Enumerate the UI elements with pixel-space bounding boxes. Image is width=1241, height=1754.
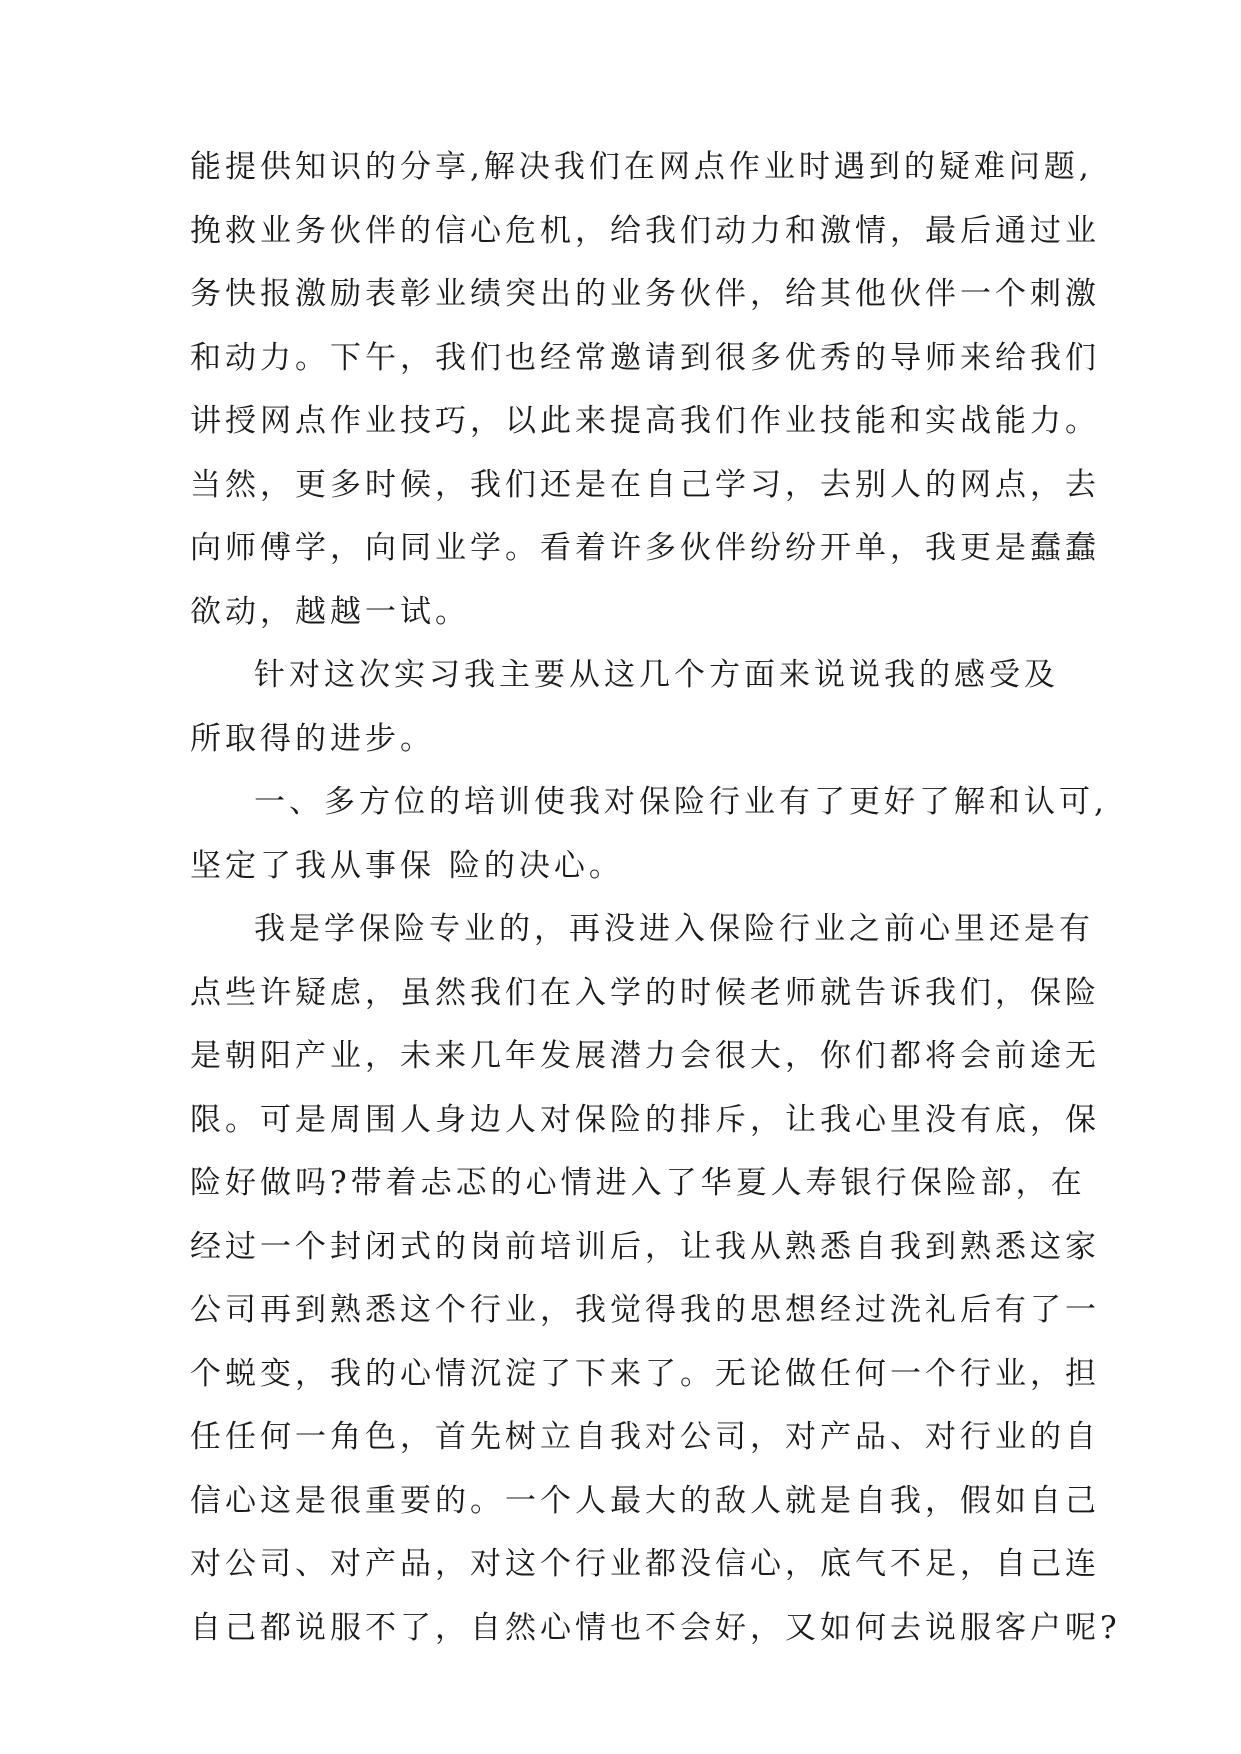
text-line: 坚定了我从事保 险的决心。 (190, 848, 624, 884)
text-line: 和动力。下午，我们也经常邀请到很多优秀的导师来给我们 (190, 340, 1100, 376)
text-line: 一、多方位的培训使我对保险行业有了更好了解和认可, (254, 784, 1108, 820)
text-line: 是朝阳产业，未来几年发展潜力会很大，你们都将会前途无 (190, 1038, 1100, 1074)
text-line: 个蜕变，我的心情沉淀了下来了。无论做任何一个行业，担 (190, 1356, 1100, 1392)
text-line: 我是学保险专业的，再没进入保险行业之前心里还是有 (254, 911, 1094, 947)
text-line: 所取得的进步。 (190, 721, 435, 757)
text-line: 欲动，越越一试。 (190, 594, 470, 630)
text-line: 点些许疑虑，虽然我们在入学的时候老师就告诉我们，保险 (190, 975, 1100, 1011)
text-line: 自己都说服不了，自然心情也不会好，又如何去说服客户呢? (190, 1610, 1121, 1646)
text-line: 险好做吗?带着忐忑的心情进入了华夏人寿银行保险部，在 (190, 1165, 1086, 1201)
text-line: 讲授网点作业技巧，以此来提高我们作业技能和实战能力。 (190, 403, 1100, 439)
text-line: 限。可是周围人身边人对保险的排斥，让我心里没有底，保 (190, 1102, 1100, 1138)
text-line: 公司再到熟悉这个行业，我觉得我的思想经过洗礼后有了一 (190, 1292, 1100, 1328)
text-line: 挽救业务伙伴的信心危机，给我们动力和激情，最后通过业 (190, 213, 1100, 249)
text-line: 务快报激励表彰业绩突出的业务伙伴，给其他伙伴一个刺激 (190, 276, 1100, 312)
text-line: 当然，更多时候，我们还是在自己学习，去别人的网点，去 (190, 467, 1100, 503)
text-line: 能提供知识的分享,解决我们在网点作业时遇到的疑难问题, (190, 149, 1093, 185)
text-line: 经过一个封闭式的岗前培训后，让我从熟悉自我到熟悉这家 (190, 1229, 1100, 1265)
text-line: 任任何一角色，首先树立自我对公司，对产品、对行业的自 (190, 1419, 1100, 1455)
text-line: 对公司、对产品，对这个行业都没信心，底气不足，自己连 (190, 1546, 1100, 1582)
text-line: 信心这是很重要的。一个人最大的敌人就是自我，假如自己 (190, 1483, 1100, 1519)
text-line: 向师傅学，向同业学。看着许多伙伴纷纷开单，我更是蠢蠢 (190, 530, 1100, 566)
text-line: 针对这次实习我主要从这几个方面来说说我的感受及 (254, 657, 1059, 693)
